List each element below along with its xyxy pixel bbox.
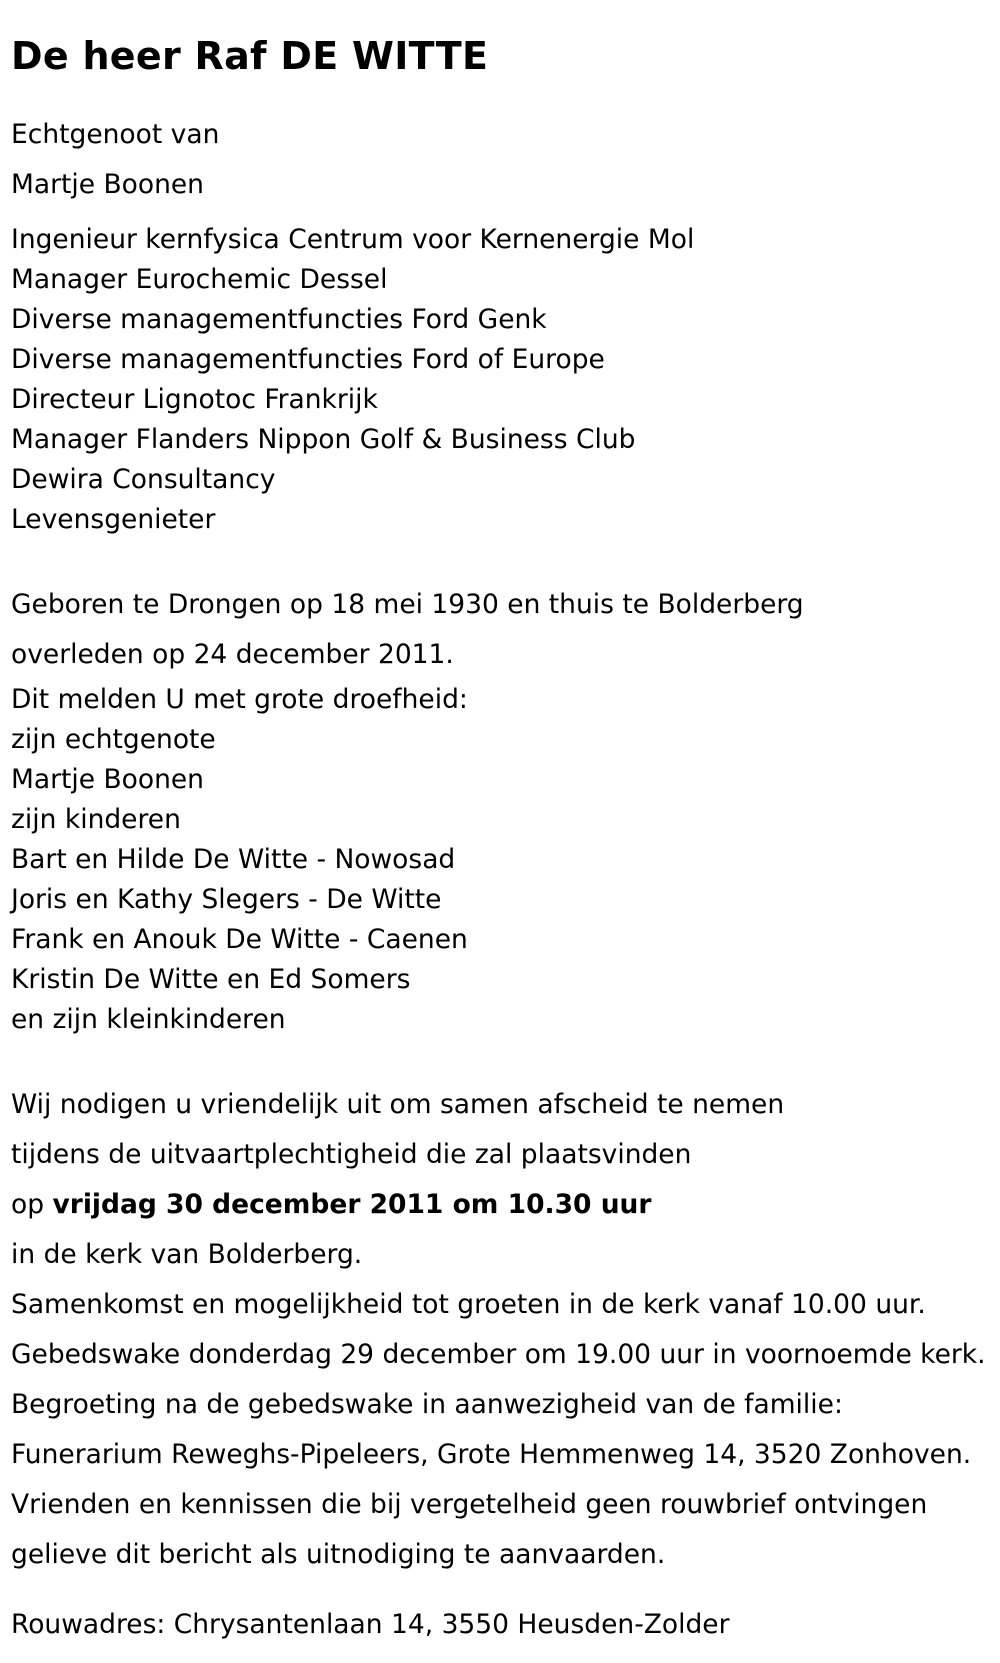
invitation-line: Vrienden en kennissen die bij vergetelheid geen rouwbrief ontvingen	[11, 1489, 928, 1520]
family-line: zijn echtgenote	[11, 724, 216, 755]
family-line: Bart en Hilde De Witte - Nowosad	[11, 844, 456, 875]
birth-line: Geboren te Drongen op 18 mei 1930 en thuis te Bolderberg	[11, 589, 804, 620]
career-item: Levensgenieter	[11, 504, 216, 535]
family-line: Martje Boonen	[11, 764, 204, 795]
family-line: Dit melden U met grote droefheid:	[11, 684, 468, 715]
funeral-date: vrijdag 30 december 2011 om 10.30 uur	[52, 1189, 652, 1220]
career-item: Manager Flanders Nippon Golf & Business Club	[11, 424, 636, 455]
invitation-line: gelieve dit bericht als uitnodiging te aanvaarden.	[11, 1539, 666, 1570]
family-list	[11, 680, 1000, 1040]
career-item: Dewira Consultancy	[11, 464, 276, 495]
invitation-line: in de kerk van Bolderberg.	[11, 1239, 363, 1270]
career-item: Diverse managementfuncties Ford Genk	[11, 304, 547, 335]
invitation-line: Funerarium Reweghs-Pipeleers, Grote Hemmenweg 14, 3520 Zonhoven.	[11, 1439, 972, 1470]
deceased-name-title: De heer Raf DE WITTE	[11, 34, 489, 78]
career-list	[11, 220, 1000, 540]
career-item: Diverse managementfuncties Ford of Europe	[11, 344, 605, 375]
date-prefix: op	[11, 1189, 45, 1220]
spouse-name: Martje Boonen	[11, 169, 204, 200]
invitation-line: Wij nodigen u vriendelijk uit om samen afscheid te nemen	[11, 1089, 785, 1120]
family-line: Frank en Anouk De Witte - Caenen	[11, 924, 468, 955]
career-item: Ingenieur kernfysica Centrum voor Kernenergie Mol	[11, 224, 695, 255]
family-line: en zijn kleinkinderen	[11, 1004, 286, 1035]
invitation-line: tijdens de uitvaartplechtigheid die zal plaatsvinden	[11, 1139, 692, 1170]
invitation-line: Begroeting na de gebedswake in aanwezigheid van de familie:	[11, 1389, 843, 1420]
funeral-date-line	[11, 1180, 1000, 1230]
invitation-line: Gebedswake donderdag 29 december om 19.00 uur in voornoemde kerk.	[11, 1339, 986, 1370]
career-item: Manager Eurochemic Dessel	[11, 264, 388, 295]
family-line: Joris en Kathy Slegers - De Witte	[11, 884, 442, 915]
death-line: overleden op 24 december 2011.	[11, 639, 454, 670]
invitation-block	[11, 1080, 1000, 1580]
invitation-line: Samenkomst en mogelijkheid tot groeten in de kerk vanaf 10.00 uur.	[11, 1289, 926, 1320]
career-item: Directeur Lignotoc Frankrijk	[11, 384, 378, 415]
family-line: zijn kinderen	[11, 804, 181, 835]
spouse-intro: Echtgenoot van	[11, 119, 220, 150]
mourning-address: Rouwadres: Chrysantenlaan 14, 3550 Heusden-Zolder	[11, 1609, 730, 1640]
family-line: Kristin De Witte en Ed Somers	[11, 964, 411, 995]
